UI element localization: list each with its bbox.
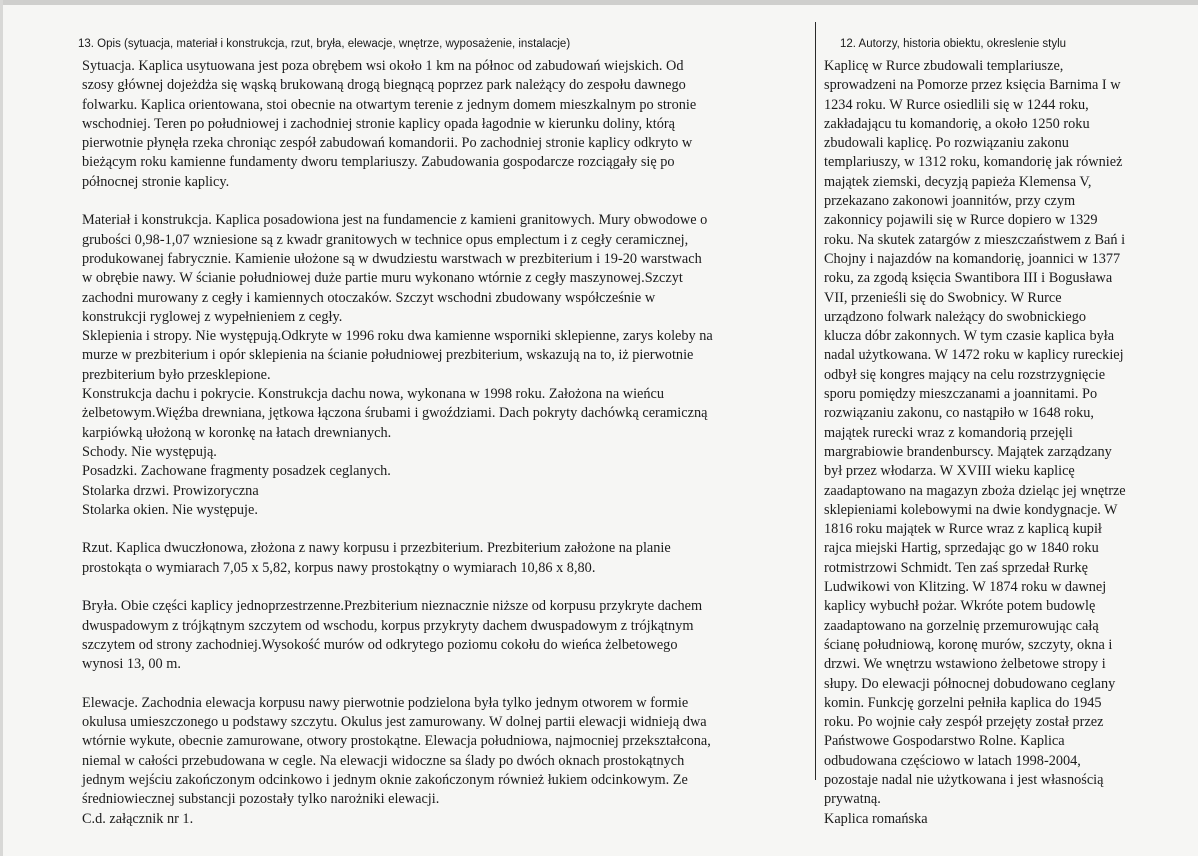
- text-line: prezbiterium było przesklepione.: [82, 366, 271, 383]
- text-line: rozwiązaniu zakonu, co nastąpiło w 1648 roku,: [824, 405, 1094, 422]
- text-line: sklepieniami kolebowymi na dwie kondygnacje. W: [824, 501, 1118, 518]
- section-12-heading: 12. Autorzy, historia obiektu, okreslenie stylu: [840, 38, 1067, 50]
- text-line: 1234 roku. W Rurce osiedlili się w 1244 roku,: [824, 96, 1089, 113]
- text-line: klucza dóbr zakonnych. W tym czasie kaplica była: [824, 328, 1115, 345]
- text-line: 1816 roku majątek w Rurce wraz z kaplicą kupił: [824, 521, 1102, 538]
- text-line: wschodniej. Teren po południowej i zachodniej stronie kaplicy opada łagodnie w kierunku doliny, którą: [82, 115, 675, 132]
- text-line: karpiówką ułożoną w koronkę na łatach drewnianych.: [82, 424, 392, 441]
- text-line: majątek ziemski, decyzją papieża Klemensa V,: [824, 173, 1092, 190]
- paragraph-bryla: [77, 597, 805, 674]
- text-line: w obrębie nawy. W ścianie południowej duże partie muru wykonano wtórnie z cegły maszynowej.Szczyt: [82, 270, 683, 287]
- text-line: templariuszy, w 1312 roku, komandorię jak również: [824, 154, 1123, 171]
- text-line: Sklepienia i stropy. Nie występują.Odkryte w 1996 roku dwa kamienne wsporniki sklepienne, zarys koleby na: [82, 328, 713, 345]
- section-13-description: [77, 37, 805, 829]
- text-line: szczytem od strony zachodniej.Wysokość murów od odkrytego poziomu cokołu do wieńca żelbetowego: [82, 636, 678, 653]
- text-line: prostokąta o wymiarach 7,05 x 5,82, korpus nawy prostokątny o wymiarach 10,86 x 8,80.: [82, 559, 596, 576]
- paragraph-elewacje: [77, 694, 805, 829]
- paragraph-material: [77, 211, 805, 520]
- text-line: Konstrukcja dachu i pokrycie. Konstrukcja dachu nowa, wykonana w 1998 roku. Założona na wieńcu: [82, 386, 665, 403]
- text-line: C.d. załącznik nr 1.: [82, 810, 194, 827]
- section-13-heading: 13. Opis (sytuacja, materiał i konstrukcja, rzut, bryła, elewacje, wnętrze, wyposażenie, instalacje): [78, 38, 571, 50]
- text-line: słupy. Do elewacji północnej dobudowano ceglany: [824, 675, 1116, 692]
- text-line: folwarku. Kaplica orientowana, stoi obecnie na otwartym terenie z jednym domem mieszkalnym po stronie: [82, 96, 697, 113]
- text-line: konstrukcji ryglowej z wypełnieniem z cegły.: [82, 308, 343, 325]
- text-line: Kaplicę w Rurce zbudowali templariusze,: [824, 58, 1064, 74]
- text-line: północnej stronie kaplicy.: [82, 173, 230, 190]
- text-line: ścianę południową, koronę murów, szczyty, okna i: [824, 636, 1113, 653]
- text-line: wynosi 13, 00 m.: [82, 656, 181, 673]
- text-line: Ludwikowi von Klitzing. W 1874 roku w dawnej: [824, 579, 1107, 596]
- text-line: VII, przenieśli się do Swobnicy. W Rurce: [824, 289, 1062, 306]
- text-line: roku, za zgodą księcia Swantibora III i Bogusława: [824, 270, 1113, 287]
- text-line: szosy głównej dojeżdża się wąską brukowaną drogą biegnącą poprzez park należący do zespołu dawnego: [82, 77, 686, 94]
- section-12-history: [818, 37, 1180, 829]
- text-line: roku. Po wojnie cały zespół przejęty został przez: [824, 714, 1104, 731]
- text-line: zbudowali kaplicę. Po rozwiązaniu zakonu: [824, 135, 1069, 152]
- text-line: żelbetowym.Więźba drewniana, jętkowa łączona śrubami i gwoździami. Dach pokryty dachówką ceramiczną: [82, 405, 708, 422]
- text-line: Bryła. Obie części kaplicy jednoprzestrzenne.Prezbiterium nieznacznie niższe od korpusu przykryte dachem: [82, 598, 703, 615]
- text-line: zaadaptowano na gorzelnię przemurowując całą: [824, 617, 1099, 634]
- text-line: produkowanej fabrycznie. Kamienie ułożone są w dwudziestu warstwach w prezbiterium i 19-20 warstwach: [82, 250, 702, 267]
- text-line: dwuspadowym z trójkątnym szczytem od wschodu, korpus przykryty dachem dwuspadowym z trójkątnym: [82, 617, 694, 634]
- text-line: Schody. Nie występują.: [82, 443, 217, 460]
- text-line: sporu pomiędzy mieszczanami a joannitami. Po: [824, 386, 1098, 403]
- text-line: prywatną.: [824, 791, 881, 808]
- text-line: Kaplica romańska: [824, 810, 928, 827]
- text-line: sprowadzeni na Pomorze przez księcia Barnima I w: [824, 77, 1121, 94]
- text-line: wtórnie wykute, obecnie zamurowane, otwory prostokątne. Elewacja południowa, najmocniej przekształcona,: [82, 733, 711, 750]
- text-line: drzwi. We wnętrzu wstawiono żelbetowe stropy i: [824, 656, 1106, 673]
- text-line: bieżącym roku kamienne fundamenty dworu templariuszy. Zabudowania gospodarcze rozciągały się po: [82, 154, 675, 171]
- text-line: średniowiecznej substancji pozostały tylko narożniki elewacji.: [82, 791, 440, 808]
- text-line: Stolarka drzwi. Prowizoryczna: [82, 482, 259, 499]
- text-line: niemal w całości przebudowana w cegle. Na elewacji widoczne sa ślady po dwóch oknach prostokątnych: [82, 752, 685, 769]
- text-line: kaplicy wybuchł pożar. Wkróte potem budowlę: [824, 598, 1096, 615]
- text-line: Posadzki. Zachowane fragmenty posadzek ceglanych.: [82, 463, 391, 480]
- text-line: przekazano zakonowi joannitów, przy czym: [824, 193, 1076, 210]
- text-line: odbył się kongres mający na celu rozstrzygnięcie: [824, 366, 1106, 383]
- text-line: zakonnicy pojawili się w Rurce dopiero w 1329: [824, 212, 1098, 229]
- text-line: urządzono folwark należący do swobnickiego: [824, 308, 1087, 325]
- text-line: murze w prezbiterium i opór sklepienia na ścianie południowej prezbiterium, wskazują na to, iż pierwotnie: [82, 347, 694, 364]
- text-line: odbudowana częściowo w latach 1998-2004,: [824, 752, 1081, 769]
- text-line: rajca miejski Hartig, sprzedając go w 1840 roku: [824, 540, 1099, 557]
- text-line: Elewacje. Zachodnia elewacja korpusu nawy pierwotnie podzielona była tylko jednym otworem w formie: [82, 694, 689, 711]
- history-text: [818, 57, 1180, 829]
- scan-edge-top: [0, 0, 1198, 5]
- scan-edge-left: [0, 0, 3, 856]
- text-line: roku. Na skutek zatargów z mieszczaństwem z Bań i: [824, 231, 1126, 248]
- text-line: pozostaje nadal nie użytkowana i jest własnością: [824, 771, 1104, 788]
- text-line: pierwotnie płynęła rzeka chroniąc zespół zabudowań komandorii. Po zachodniej stronie kaplicy odkryto w: [82, 135, 693, 152]
- text-line: zaadaptowano na magazyn zboża dzieląc jej wnętrze: [824, 482, 1126, 499]
- column-divider: [815, 22, 816, 780]
- text-line: okulusa umieszczonego u podstawy szczytu. Okulus jest zamurowany. W dolnej partii elewacji widnieją dwa: [82, 714, 707, 731]
- text-line: margrabiowie brandenburscy. Majątek zarządzany: [824, 443, 1112, 460]
- text-line: Stolarka okien. Nie występuje.: [82, 501, 258, 518]
- text-line: Państwowe Gospodarstwo Rolne. Kaplica: [824, 733, 1065, 750]
- text-line: komin. Funkcję gorzelni pełniła kaplica do 1945: [824, 694, 1102, 711]
- text-line: był przez włodarza. W XVIII wieku kaplicę: [824, 463, 1075, 480]
- paragraph-sytuacja: [77, 57, 805, 192]
- text-line: Materiał i konstrukcja. Kaplica posadowiona jest na fundamencie z kamieni granitowych. Mury obwodowe o: [82, 212, 708, 229]
- text-line: jednym wejściu zakończonym odcinkowo i jednym oknie zakończonym również łukiem odcinkowym. Ze: [82, 771, 688, 788]
- text-line: Sytuacja. Kaplica usytuowana jest poza obrębem wsi około 1 km na północ od zabudowań wiejskich. Od: [82, 58, 684, 74]
- text-line: grubości 0,98-1,07 wzniesione są z kwadr granitowych w technice opus emplectum i z cegły ceramicznej,: [82, 231, 689, 248]
- text-line: nadal użytkowana. W 1472 roku w kaplicy rureckiej: [824, 347, 1124, 364]
- text-line: zakładającu tu komandorię, a około 1250 roku: [824, 115, 1090, 132]
- text-line: Rzut. Kaplica dwuczłonowa, złożona z nawy korpusu i przezbiterium. Prezbiterium założone na planie: [82, 540, 671, 557]
- text-line: majątek rurecki wraz z komandorią przejęli: [824, 424, 1073, 441]
- text-line: rotmistrzowi Schmidt. Ten zaś sprzedał Rurkę: [824, 559, 1088, 576]
- paragraph-rzut: [77, 539, 805, 578]
- text-line: Chojny i najazdów na komandorię, joannici w 1377: [824, 250, 1121, 267]
- text-line: zachodni murowany z cegły i kamiennych otoczaków. Szczyt wschodni zbudowany współcześnie w: [82, 289, 656, 306]
